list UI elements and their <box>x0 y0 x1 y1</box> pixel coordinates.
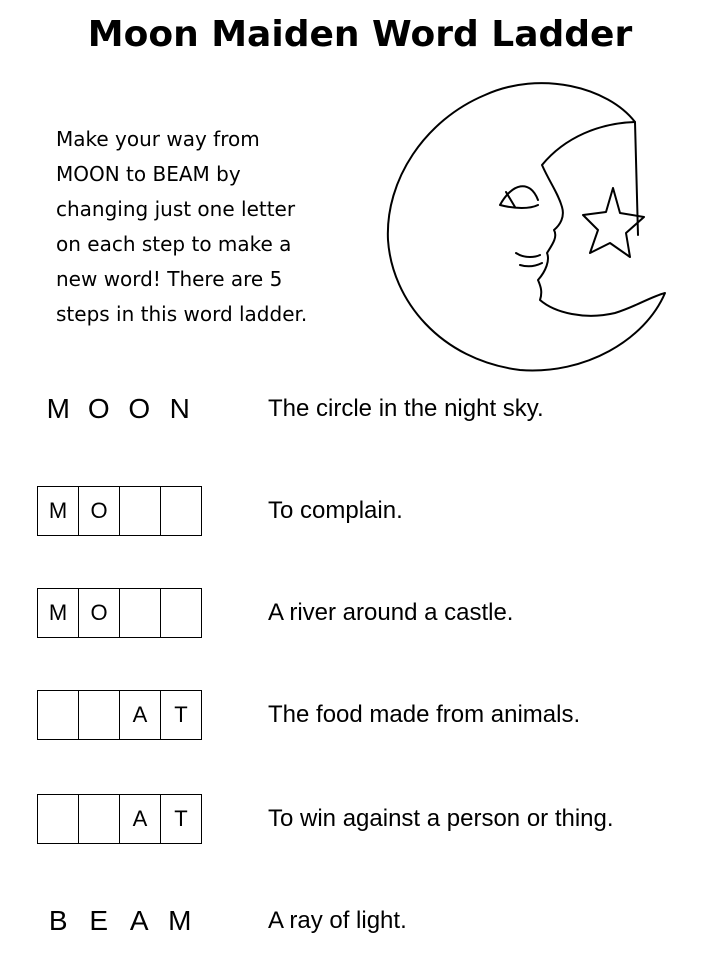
word-letter: E <box>89 905 109 936</box>
ladder-row <box>0 794 720 846</box>
crescent-moon-icon <box>388 83 665 370</box>
ladder-row <box>0 896 720 948</box>
ladder-row <box>0 384 720 436</box>
letter-boxes <box>37 690 202 740</box>
letter-box[interactable]: O <box>79 487 120 535</box>
word-letter: O <box>87 393 110 424</box>
word-letter: A <box>129 905 149 936</box>
word-letter: B <box>48 905 68 936</box>
instruction-line: changing just one letter <box>56 197 296 221</box>
letter-box[interactable]: T <box>174 806 188 831</box>
letter-box[interactable] <box>120 589 161 637</box>
instruction-line: Make your way from <box>56 127 260 151</box>
star-icon <box>583 188 644 257</box>
clue-text: The circle in the night sky. <box>268 395 544 422</box>
word-letter: M <box>46 393 70 424</box>
moon-face-illustration <box>380 75 680 375</box>
instruction-line: new word! There are 5 <box>56 267 283 291</box>
letter-boxes <box>37 486 202 536</box>
letter-box[interactable]: M <box>38 487 79 535</box>
letter-box[interactable] <box>79 795 120 843</box>
ladder-row <box>0 690 720 742</box>
word-letter: N <box>169 393 190 424</box>
letter-box[interactable]: A <box>120 795 161 843</box>
moon-outer-edge <box>635 122 638 235</box>
letter-box[interactable]: A <box>120 691 161 739</box>
mouth-icon <box>516 253 542 266</box>
letter-box[interactable] <box>38 691 79 739</box>
letter-box[interactable] <box>161 487 201 535</box>
instruction-line: steps in this word ladder. <box>56 302 308 326</box>
letter-box[interactable]: O <box>79 589 120 637</box>
word-letter: O <box>128 393 151 424</box>
ladder-word <box>38 896 200 946</box>
clue-text: The food made from animals. <box>268 701 581 728</box>
ladder-row <box>0 486 720 538</box>
clue-text: A river around a castle. <box>268 599 514 626</box>
letter-box[interactable] <box>161 589 201 637</box>
word-letter: M <box>168 905 192 936</box>
letter-box[interactable]: T <box>174 702 188 727</box>
letter-box[interactable]: M <box>38 589 79 637</box>
letter-box[interactable] <box>120 487 161 535</box>
instruction-line: on each step to make a <box>56 232 292 256</box>
instruction-line: MOON to BEAM by <box>56 162 241 186</box>
ladder-word <box>38 384 200 434</box>
clue-text: To complain. <box>268 497 403 524</box>
letter-boxes <box>37 588 202 638</box>
letter-boxes <box>37 794 202 844</box>
clue-text: A ray of light. <box>268 907 407 934</box>
eye-icon <box>500 186 538 208</box>
letter-box[interactable] <box>79 691 120 739</box>
instructions <box>56 122 356 332</box>
letter-box[interactable] <box>38 795 79 843</box>
ladder-row <box>0 588 720 640</box>
clue-text: To win against a person or thing. <box>268 805 614 832</box>
page-title: Moon Maiden Word Ladder <box>87 14 633 55</box>
